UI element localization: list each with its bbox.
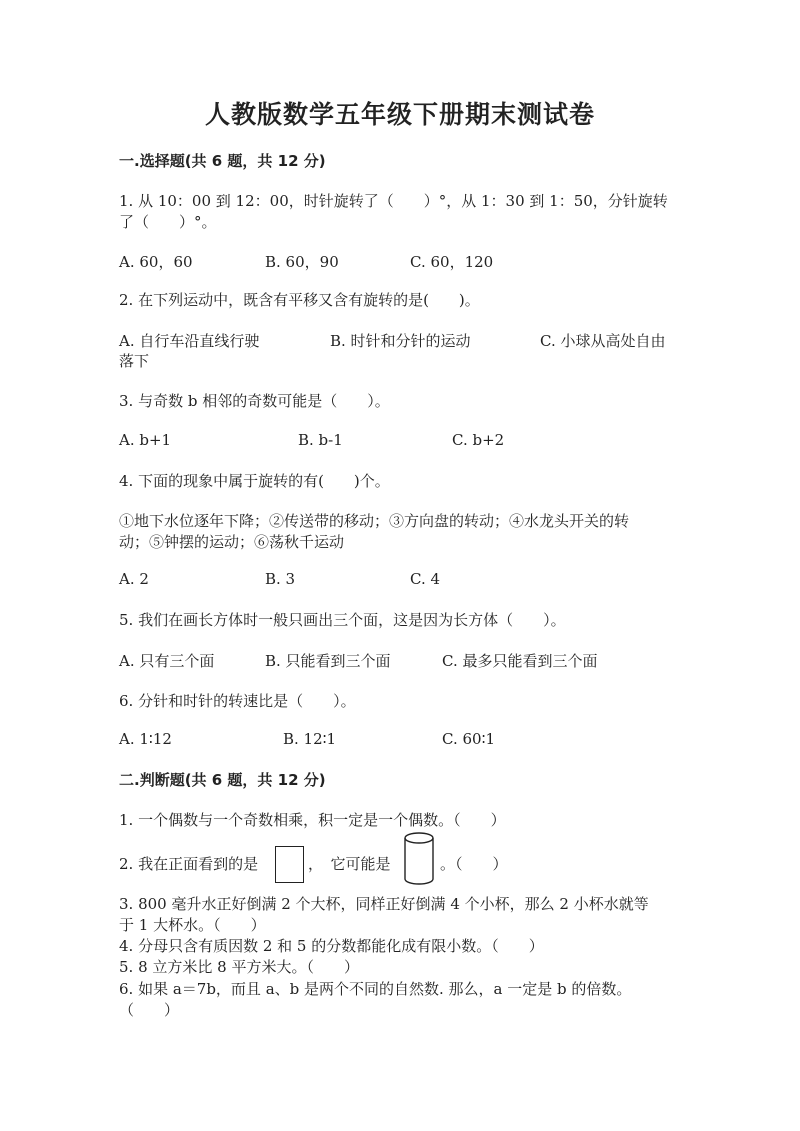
judgement-5-text: 5. 8 立方米比 8 平方米大。（ ）: [119, 958, 359, 976]
question-2-option-c-cont: 落下: [119, 352, 150, 370]
judgement-2-text-part1: 2. 我在正面看到的是: [119, 855, 259, 873]
judgement-6-text-cont: （ ）: [119, 1001, 180, 1019]
question-2-text: 2. 在下列运动中，既含有平移又含有旋转的是( )。: [119, 291, 480, 309]
section-heading-choice: 一.选择题(共 6 题，共 12 分): [119, 152, 326, 170]
question-6-option-b: B. 12∶1: [283, 730, 337, 748]
cylinder-figure: [402, 831, 436, 887]
question-4-text: 4. 下面的现象中属于旋转的有( )个。: [119, 472, 390, 490]
front-view-rectangle-figure: [275, 846, 304, 883]
judgement-2-text-part2: ， 它可能是: [308, 855, 391, 873]
judgement-1-text: 1. 一个偶数与一个奇数相乘，积一定是一个偶数。（ ）: [119, 811, 506, 829]
question-4-option-a: A. 2: [119, 570, 149, 588]
section-heading-judgement: 二.判断题(共 6 题，共 12 分): [119, 771, 326, 789]
question-4-option-c: C. 4: [410, 570, 441, 588]
question-2-option-a: A. 自行车沿直线行驶: [119, 332, 260, 350]
question-2-option-c: C. 小球从高处自由: [540, 332, 666, 350]
question-4-items: ①地下水位逐年下降；②传送带的移动；③方向盘的转动；④水龙头开关的转: [119, 512, 630, 530]
judgement-4-text: 4. 分母只含有质因数 2 和 5 的分数都能化成有限小数。（ ）: [119, 937, 544, 955]
question-1-option-a: A. 60，60: [119, 253, 193, 271]
judgement-3-text: 3. 800 毫升水正好倒满 2 个大杯，同样正好倒满 4 个小杯，那么 2 小杯水就等: [119, 895, 649, 913]
question-2-option-b: B. 时针和分针的运动: [330, 332, 471, 350]
question-5-option-b: B. 只能看到三个面: [265, 652, 391, 670]
question-5-option-a: A. 只有三个面: [119, 652, 215, 670]
page-title: 人教版数学五年级下册期末测试卷: [204, 100, 595, 129]
question-3-option-a: A. b+1: [119, 431, 172, 449]
judgement-3-text-cont: 于 1 大杯水。（ ）: [119, 916, 266, 934]
judgement-6-text: 6. 如果 a＝7b，而且 a、b 是两个不同的自然数. 那么，a 一定是 b 的倍数。: [119, 980, 632, 998]
question-3-option-b: B. b-1: [298, 431, 343, 449]
question-6-option-a: A. 1∶12: [119, 730, 172, 748]
question-6-text: 6. 分针和时针的转速比是（ ）。: [119, 692, 356, 710]
question-1-option-b: B. 60，90: [265, 253, 339, 271]
question-5-text: 5. 我们在画长方体时一般只画出三个面，这是因为长方体（ ）。: [119, 611, 566, 629]
question-3-text: 3. 与奇数 b 相邻的奇数可能是（ ）。: [119, 392, 390, 410]
question-1-text-cont: 了（ ）°。: [119, 213, 217, 231]
question-1-option-c: C. 60，120: [410, 253, 494, 271]
question-3-option-c: C. b+2: [452, 431, 505, 449]
question-4-option-b: B. 3: [265, 570, 296, 588]
question-6-option-c: C. 60∶1: [442, 730, 496, 748]
question-1-text: 1. 从 10：00 到 12：00，时针旋转了（ ）°，从 1：30 到 1：50，分针旋转: [119, 192, 668, 210]
question-4-items-cont: 动；⑤钟摆的运动；⑥荡秋千运动: [119, 533, 345, 551]
question-5-option-c: C. 最多只能看到三个面: [442, 652, 598, 670]
judgement-2-text-part3: 。（ ）: [440, 855, 508, 873]
